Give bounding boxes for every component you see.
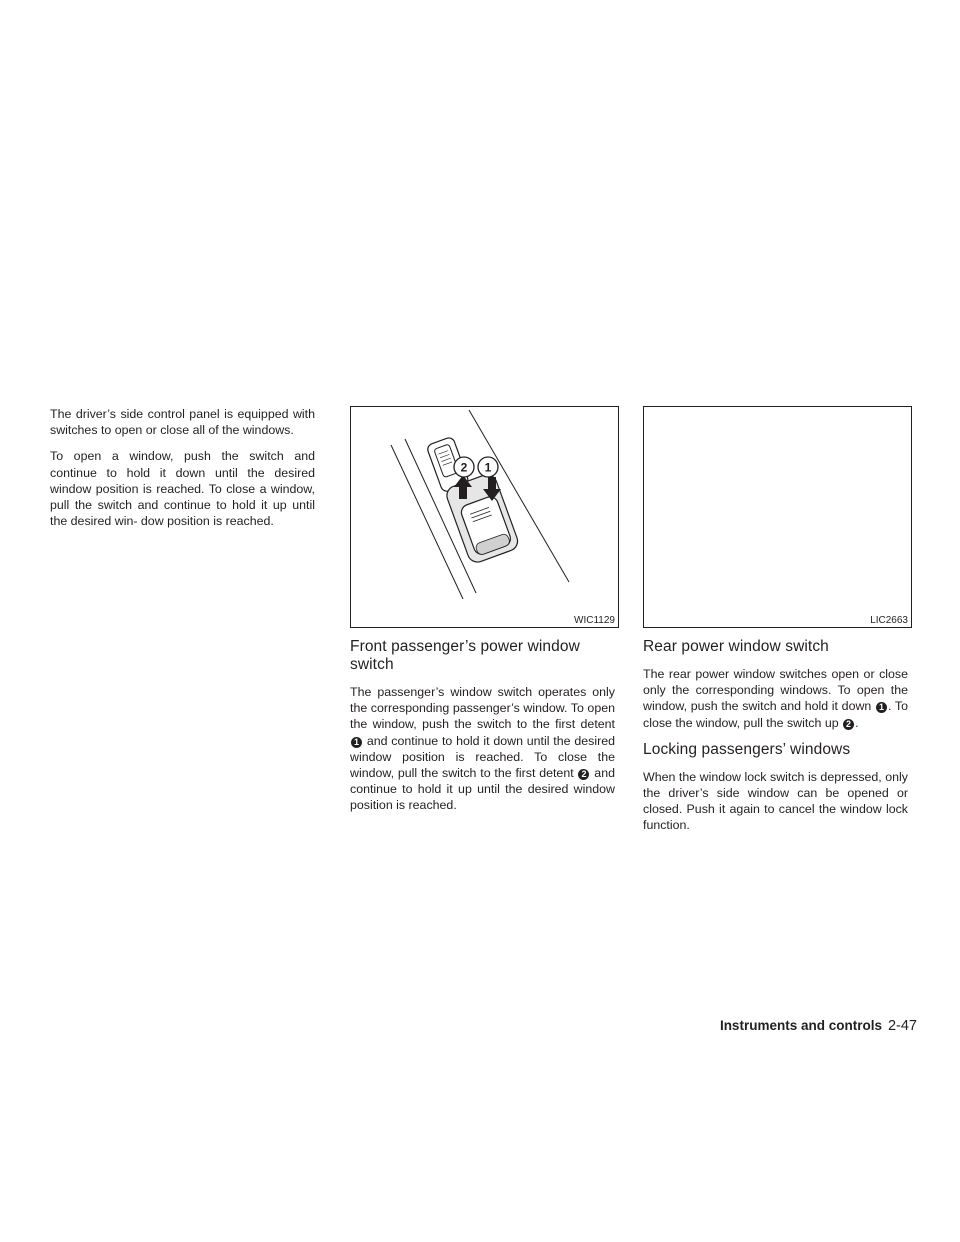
rear-switch-figure bbox=[643, 406, 912, 628]
marker-1: 1 bbox=[876, 702, 887, 713]
marker-2: 2 bbox=[578, 769, 589, 780]
text-segment: and continue to hold it down until the desired window position is reached. To close the window, pull the switch to the first detent bbox=[350, 733, 615, 781]
text-segment: . bbox=[855, 715, 859, 730]
heading-front-passenger: Front passenger’s power window switch bbox=[350, 638, 580, 673]
marker-1: 1 bbox=[351, 737, 362, 748]
figure-id: WIC1129 bbox=[574, 615, 615, 626]
page-number: 2-47 bbox=[887, 1018, 917, 1034]
paragraph-front-passenger bbox=[350, 684, 615, 814]
text-segment: . To close the window, pull the switch up bbox=[643, 699, 908, 730]
section-title: Instruments and controls bbox=[719, 1018, 882, 1033]
marker-2: 2 bbox=[843, 719, 854, 730]
callout-2-label: 2 bbox=[460, 460, 468, 475]
heading-locking-windows: Locking passengers’ windows bbox=[643, 740, 851, 758]
paragraph-open-close: To open a window, push the switch and continue to hold it down until the desired window position is reached. To close a window, pull the switch and continue to hold it up until the desired win- dow position is reached. bbox=[50, 449, 315, 529]
left-column bbox=[50, 406, 315, 539]
window-switch-illustration bbox=[351, 407, 618, 627]
text-segment: and continue to hold it up until the desired window position is reached. bbox=[350, 766, 615, 813]
heading-rear-power-window: Rear power window switch bbox=[643, 638, 829, 655]
paragraph-locking-windows: When the window lock switch is depressed, only the driver’s side window can be opened or closed. Push it again to cancel the window lock function. bbox=[643, 769, 908, 833]
callout-1-label: 1 bbox=[484, 460, 492, 475]
paragraph-control-panel: The driver’s side control panel is equipped with switches to open or close all of the windows. bbox=[50, 407, 315, 438]
text-segment: The rear power window switches open or close only the corresponding windows. To open the window, push the switch and hold it down bbox=[643, 667, 908, 714]
right-column bbox=[643, 406, 908, 844]
page-footer bbox=[720, 1018, 917, 1034]
figure-id: LIC2663 bbox=[870, 615, 908, 626]
text-segment: The passenger’s window switch operates only the corresponding passenger’s window. To open the window, push the switch to the first detent bbox=[350, 685, 615, 732]
front-switch-figure bbox=[350, 406, 619, 628]
paragraph-rear-power-window bbox=[643, 666, 908, 731]
middle-column bbox=[350, 406, 615, 824]
